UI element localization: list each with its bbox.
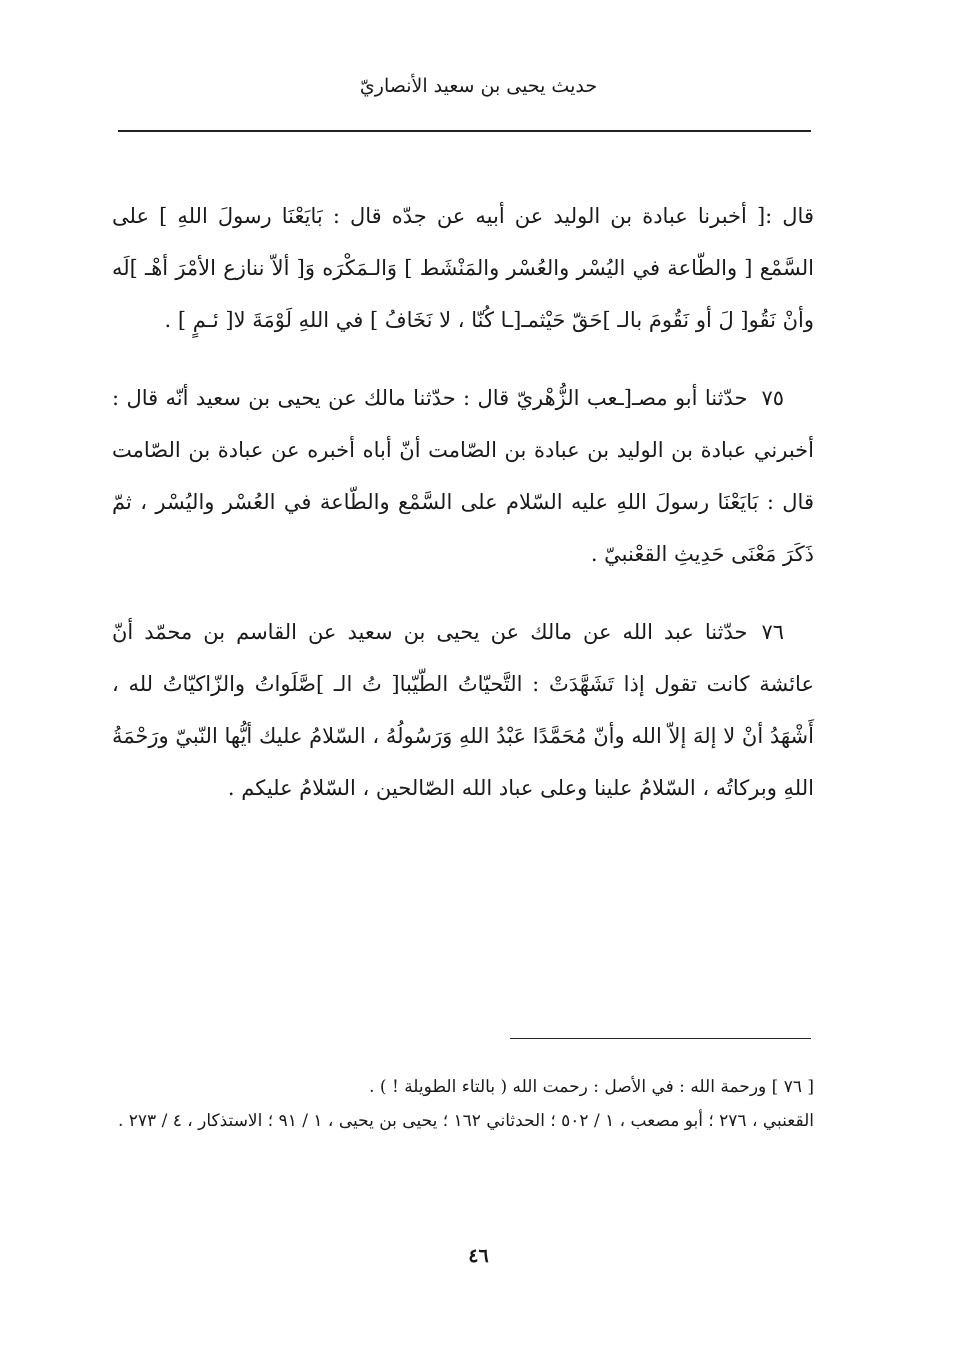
paragraph-1-text: قال :[ أخبرنا عبادة بن الوليد عن أبيه عن جدّه قال : بَايَعْنَا رسولَ اللهِ ] على السَّمْع [ والطّاعة في اليُسْر والعُسْر والمَنْشَط ] وَالـمَكْرَه وَ[ ألاّ ننازع الأمْرَ أهْـ ]لَه وأنْ نَقُو[ لَ أو نَقُومَ بالـ ]حَقّ حَيْثمـ[ـا كُنّا ، لا نَخَافُ ] في اللهِ لَوْمَةَ لا[ ئـمٍ ] . [112,204,814,332]
running-header: حديث يحيى بن سعيد الأنصاريّ [359,75,598,97]
page-number: ٤٦ [468,1245,489,1267]
hadith-number-75: ٧٥ [761,386,784,410]
hadith-number-76: ٧٦ [761,620,784,644]
footnote-2: القعنبي ، ٢٧٦ ؛ أبو مصعب ، ١ / ٥٠٢ ؛ الحدثاني ١٦٢ ؛ يحيى بن يحيى ، ١ / ٩١ ؛ الاستذكار ، ٤ / ٢٧٣ . [117,1111,814,1131]
header-rule [118,130,811,132]
footnote-rule [510,1038,811,1039]
paragraph-75 [112,372,814,580]
main-text [112,190,814,840]
paragraph-75-text: حدّثنا أبو مصـ[ـعب الزُّهْريّ قال : حدّثنا مالك عن يحيى بن سعيد أنّه قال : أخبرني عبادة بن الوليد بن عبادة بن الصّامت أنّ أباه أخبره عن عبادة بن الصّامت قال : بَايَعْنَا رسولَ اللهِ عليه السّلام على السَّمْع والطّاعة في العُسْر واليُسْر ، ثمّ ذَكَرَ مَعْنَى حَدِيثِ القعْنبيّ . [112,386,814,566]
paragraph-76 [112,606,814,814]
footnote-1: [ ٧٦ ] ورحمة الله : في الأصل : رحمت الله ( بالتاء الطويلة ! ) . [369,1077,814,1097]
paragraph-1 [112,190,814,346]
footnotes [112,1070,814,1138]
paragraph-76-text: حدّثنا عبد الله عن مالك عن يحيى بن سعيد عن القاسم بن محمّد أنّ عائشة كانت تقول إذا تَشَهَّدَتْ : التَّحيّاتُ الطّيّبا[ تُ الـ ]صَّلَواتُ والزّاكيّاتُ لله ، أَشْهَدُ أنْ لا إلهَ إلاّ الله وأنّ مُحَمَّدًا عَبْدُ اللهِ وَرَسُولُهُ ، السّلامُ عليك أيُّها النّبيّ ورَحْمَةُ اللهِ وبركاتُه ، السّلامُ علينا وعلى عباد الله الصّالحين ، السّلامُ عليكم . [112,620,814,800]
